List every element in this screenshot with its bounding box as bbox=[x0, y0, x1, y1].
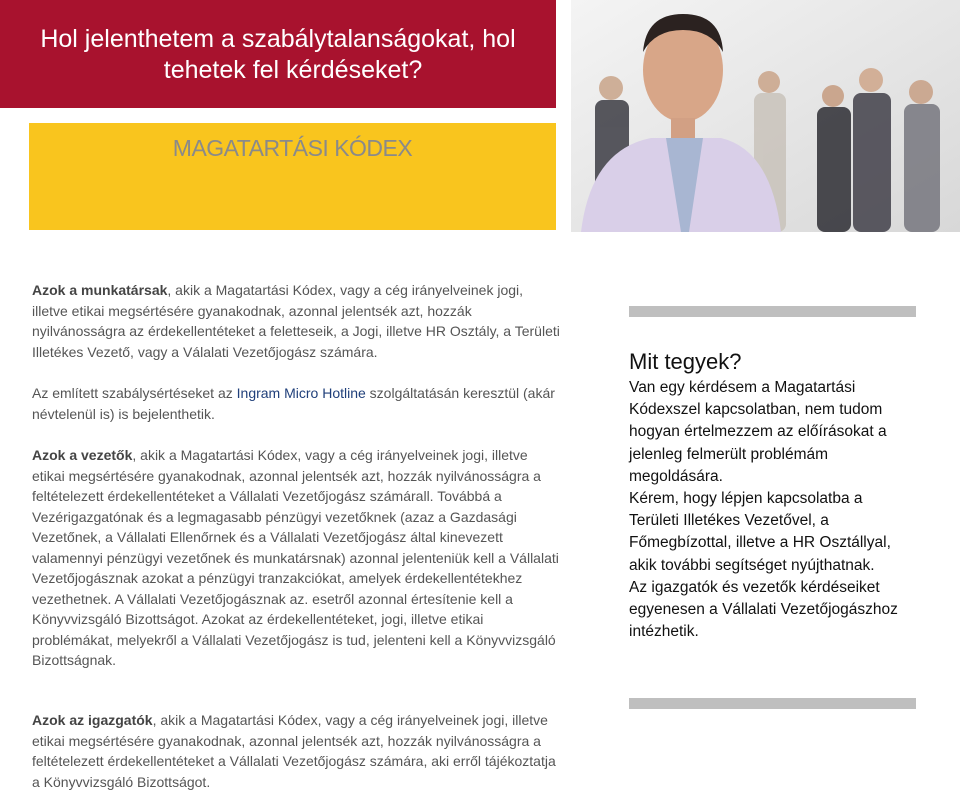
directors-heading: Azok az igazgatók bbox=[32, 712, 153, 728]
sidebar-question: Van egy kérdésem a Magatartási Kódexszel kapcsolatban, nem tudom hogyan értelmezzem az előírásokat a jelenleg felmerült problémám megoldására. bbox=[629, 379, 887, 485]
business-team-photo bbox=[571, 0, 960, 232]
sidebar-answer: Kérem, hogy lépjen kapcsolatba a Területi Illetékes Vezetővel, a Főmegbízottal, illetve a HR Osztállyal, akik további segítséget nyújthatnak. bbox=[629, 490, 891, 574]
sidebar-top-divider bbox=[629, 306, 916, 317]
hotline-link[interactable]: Ingram Micro Hotline bbox=[236, 385, 366, 401]
hotline-text-start: Az említett szabálysértéseket az bbox=[32, 385, 237, 401]
sidebar-note: Az igazgatók és vezetők kérdéseiket egyenesen a Vállalati Vezetőjogászhoz intézhetik. bbox=[629, 578, 898, 641]
hotline-paragraph bbox=[32, 383, 562, 424]
managers-text: , akik a Magatartási Kódex, vagy a cég irányelveinek jogi, illetve etikai megsértésére gyanakodnak, azonnal jelentsék azt, hozzák nyilvánosságra a feltételezett érdekellentéteket a Vállalati Vezetőjogász számárall. Továbbá a Vezérigazgatónak és a legmagasabb pénzügyi vezetőknek (azaz a Gazdasági Vezetőnek, a Vállalati Ellenőrnek és a Vállalati Vezetőjogász által kinevezett valamennyi pénzügyi vezetőnek és munkatársnak) azonnal jelenteniük kell a Vállalati Vezetőjogásznak azokat a pénzügyi tranzakciókat, amelyek érdekellentétekhez vezethetnek. A Vállalati Vezetőjogásznak az. esetről azonnal értesítenie kell a Könyvvizsgáló Bizottságot. Azokat az érdekellentéteket, jogi, illetve etikai problémákat, melyekről a Vállalati Vezetőjogász is tud, jelenteni kell a Könyvvizsgáló Bizottságnak. bbox=[32, 447, 559, 668]
code-banner bbox=[29, 123, 556, 230]
hotline-text-end: szolgáltatásán keresztül (akár névtelenül is) is bejelenthetik. bbox=[32, 385, 555, 422]
managers-paragraph bbox=[32, 445, 562, 671]
page-title-line1: Hol jelenthetem a szabálytalanságokat, hol bbox=[40, 25, 516, 53]
page-title-line2: tehetek fel kérdéseket? bbox=[163, 56, 423, 84]
code-label: MAGATARTÁSI KÓDEX bbox=[172, 135, 413, 161]
managers-heading: Azok a vezetők bbox=[32, 447, 133, 463]
employees-heading: Azok a munkatársak bbox=[32, 282, 168, 298]
employees-paragraph bbox=[32, 280, 562, 362]
header-title-box bbox=[0, 0, 556, 108]
employees-text: , akik a Magatartási Kódex, vagy a cég irányelveinek jogi, illetve etikai megsértésére gyanakodnak, azonnal jelentsék azt, hozzák nyilvánosságra az érdekellentéteket a feletteseik, a Jogi, illetve HR Osztály, a Területi Illetékes Vezető, vagy a Válalati Vezetőjogász számára. bbox=[32, 282, 560, 360]
sidebar-box bbox=[629, 306, 916, 643]
main-content bbox=[32, 280, 562, 790]
directors-paragraph bbox=[32, 710, 562, 792]
sidebar-title: Mit tegyek? bbox=[629, 349, 742, 374]
directors-text: , akik a Magatartási Kódex, vagy a cég irányelveinek jogi, illetve etikai megsértésére gyanakodnak, azonnal jelentsék azt, hozzák nyilvánosságra a feltételezett érdekellentéteket a Vállalati Vezetőjogász számára, aki erről tájékoztatja a Könyvvizsgáló Bizottságot. bbox=[32, 712, 556, 790]
sidebar-body bbox=[629, 377, 916, 643]
sidebar-bottom-divider bbox=[629, 698, 916, 709]
